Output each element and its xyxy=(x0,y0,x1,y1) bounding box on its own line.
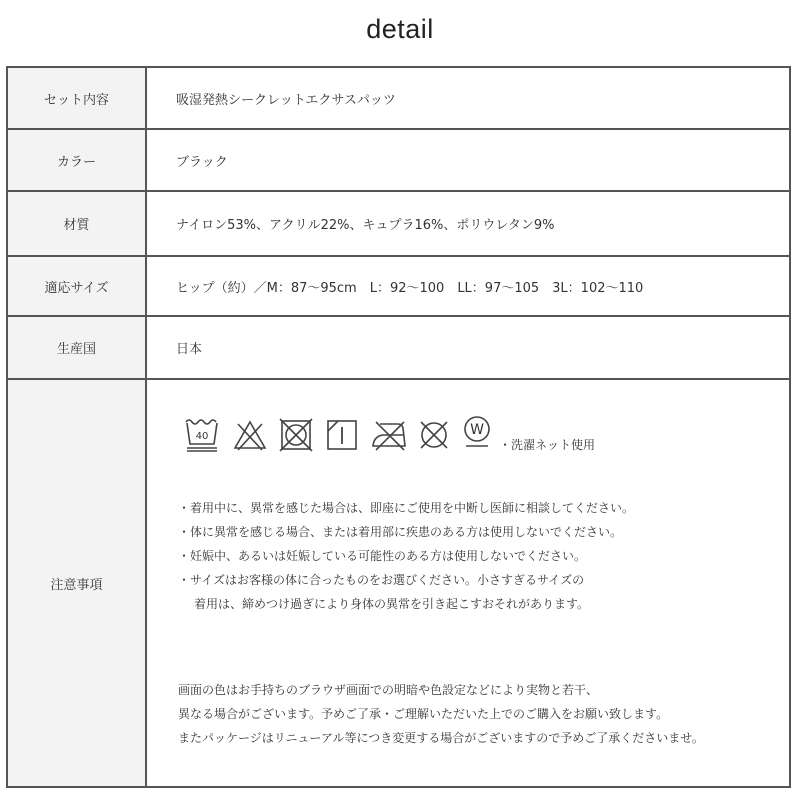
row-value: 日本 xyxy=(176,342,203,357)
wet-clean-letter: W xyxy=(470,422,484,438)
spec-row-notes xyxy=(8,380,789,786)
row-value: ヒップ（約）／M：87〜95cm L：92〜100 LL：97〜105 3L：102〜110 xyxy=(176,280,644,296)
row-value: 吸湿発熱シークレットエクサスパッツ xyxy=(176,92,396,108)
row-label: 生産国 xyxy=(8,317,147,378)
row-label: セット内容 xyxy=(8,68,147,128)
disclaimer-line: 画面の色はお手持ちのブラウザ画面での明暗や色設定などにより実物と若干、 xyxy=(178,683,599,697)
caution-line: ・体に異常を感じる場合、または着用部に疾患のある方は使用しないでください。 xyxy=(178,525,623,539)
line-dry-shade-icon xyxy=(324,414,360,454)
wash-note: ・洗濯ネット使用 xyxy=(499,438,596,452)
no-tumble-dry-icon xyxy=(278,414,314,454)
page-title: detail xyxy=(366,14,434,44)
no-dry-clean-icon xyxy=(416,414,452,454)
spec-row-size xyxy=(8,257,789,317)
caution-line: ・サイズはお客様の体に合ったものをお選びください。小さすぎるサイズの xyxy=(178,573,585,587)
spec-row-material xyxy=(8,192,789,257)
caution-list xyxy=(178,496,634,616)
row-value: ブラック xyxy=(176,154,228,170)
disclaimer-line: 異なる場合がございます。予めご了承・ご理解いただいた上でのご購入をお願い致します。 xyxy=(178,707,669,721)
row-value: ナイロン53%、アクリル22%、キュプラ16%、ポリウレタン9% xyxy=(176,218,555,233)
spec-table xyxy=(6,66,791,788)
row-label: カラー xyxy=(8,130,147,190)
spec-row-color xyxy=(8,130,789,192)
spec-row-origin xyxy=(8,317,789,380)
notes-body xyxy=(176,380,789,786)
wet-clean-icon xyxy=(460,414,494,454)
disclaimer-line: またパッケージはリニューアル等につき変更する場合がございますので予めご了承くださいませ。 xyxy=(178,731,704,745)
no-bleach-icon xyxy=(232,414,268,454)
wash-temperature: 40 xyxy=(195,431,209,442)
caution-line: ・妊娠中、あるいは妊娠している可能性のある方は使用しないでください。 xyxy=(178,549,587,563)
caution-line: 着用は、締めつけ過ぎにより身体の異常を引き起こすおそれがあります。 xyxy=(194,597,590,611)
row-label: 適応サイズ xyxy=(8,257,147,315)
caution-line: ・着用中に、異常を感じた場合は、即座にご使用を中断し医師に相談してください。 xyxy=(178,501,635,515)
wash-40-icon xyxy=(184,414,220,454)
row-label: 材質 xyxy=(8,192,147,255)
spec-row-set-contents xyxy=(8,68,789,130)
iron-low-no-steam-icon xyxy=(370,414,408,454)
row-label: 注意事項 xyxy=(8,380,147,786)
disclaimer xyxy=(178,678,704,750)
